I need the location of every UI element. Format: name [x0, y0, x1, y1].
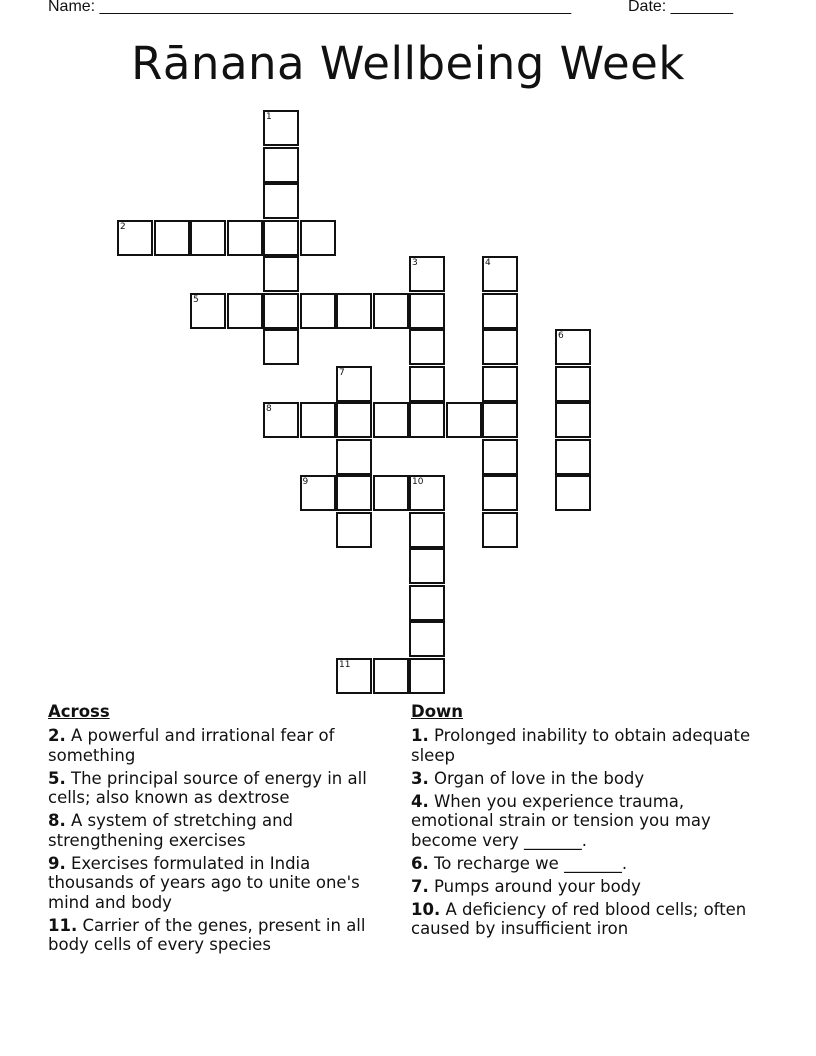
grid-cell[interactable] [336, 402, 372, 438]
grid-cell[interactable] [409, 621, 445, 657]
grid-cell[interactable] [373, 658, 409, 694]
across-clues [48, 702, 398, 958]
grid-cell[interactable] [482, 366, 518, 402]
clue-number: 10 [412, 477, 424, 487]
clue-number: 2. [48, 726, 66, 745]
down-clue [411, 854, 751, 874]
across-clue [48, 726, 398, 765]
grid-cell[interactable] [555, 366, 591, 402]
down-clue [411, 877, 751, 897]
across-clue [48, 916, 398, 955]
grid-cell[interactable] [482, 293, 518, 329]
clue-text: The principal source of energy in all cells; also known as dextrose [48, 768, 367, 807]
grid-cell[interactable] [482, 256, 518, 292]
grid-cell[interactable] [263, 220, 299, 256]
grid-cell[interactable] [300, 475, 336, 511]
grid-cell[interactable] [336, 658, 372, 694]
grid-cell[interactable] [263, 256, 299, 292]
page-title: Rānana Wellbeing Week [131, 37, 685, 90]
grid-cell[interactable] [482, 475, 518, 511]
across-clue [48, 811, 398, 850]
grid-cell[interactable] [409, 512, 445, 548]
clue-number: 7 [339, 367, 345, 378]
down-clue [411, 726, 751, 765]
grid-cell[interactable] [482, 439, 518, 475]
down-clue [411, 900, 751, 939]
grid-cell[interactable] [482, 512, 518, 548]
grid-cell[interactable] [300, 220, 336, 256]
clue-number: 11. [48, 915, 78, 935]
grid-cell[interactable] [409, 658, 445, 694]
across-clue [48, 769, 398, 808]
clue-text: Carrier of the genes, present in all body cells of every species [48, 915, 366, 954]
clue-number: 9 [302, 477, 309, 487]
down-heading: Down [411, 702, 464, 721]
grid-cell[interactable] [117, 220, 153, 256]
grid-cell[interactable] [263, 147, 299, 183]
clue-text: A deficiency of red blood cells; often caused by insufficient iron [411, 899, 747, 938]
grid-cell[interactable] [190, 293, 226, 329]
grid-cell[interactable] [263, 402, 299, 438]
grid-cell[interactable] [336, 293, 372, 329]
grid-cell[interactable] [555, 402, 591, 438]
grid-cell[interactable] [555, 475, 591, 511]
grid-cell[interactable] [555, 329, 591, 365]
grid-cell[interactable] [409, 475, 445, 511]
grid-cell[interactable] [336, 512, 372, 548]
grid-cell[interactable] [446, 402, 482, 438]
clue-text: A powerful and irrational fear of something [48, 726, 335, 765]
grid-cell[interactable] [336, 475, 372, 511]
grid-cell[interactable] [336, 366, 372, 402]
across-heading: Across [48, 702, 110, 721]
down-clue [411, 769, 751, 789]
name-field-label[interactable]: Name: _____________________________________________________ [48, 0, 572, 15]
clue-number: 9. [48, 853, 66, 873]
clue-number: 6 [558, 331, 564, 341]
clue-number: 4 [485, 258, 491, 268]
grid-cell[interactable] [154, 220, 190, 256]
grid-cell[interactable] [409, 293, 445, 329]
clue-number: 3 [412, 258, 418, 268]
grid-cell[interactable] [373, 475, 409, 511]
grid-cell[interactable] [263, 183, 299, 219]
clue-number: 4. [411, 791, 429, 811]
clue-text: Pumps around your body [428, 876, 641, 896]
across-clue [48, 854, 398, 913]
down-clue [411, 792, 751, 851]
clue-number: 1. [411, 726, 429, 745]
grid-cell[interactable] [300, 402, 336, 438]
grid-cell[interactable] [409, 256, 445, 292]
clue-number: 8. [48, 811, 66, 830]
grid-cell[interactable] [263, 293, 299, 329]
grid-cell[interactable] [409, 548, 445, 584]
grid-cell[interactable] [263, 110, 299, 146]
clue-text: Organ of love in the body [428, 768, 645, 788]
date-field-label[interactable]: Date: _______ [628, 0, 733, 15]
grid-cell[interactable] [482, 402, 518, 438]
clue-number: 11 [339, 659, 351, 670]
clue-number: 3. [411, 768, 429, 788]
grid-cell[interactable] [373, 293, 409, 329]
down-clue-list [411, 726, 751, 939]
grid-cell[interactable] [336, 439, 372, 475]
grid-cell[interactable] [482, 329, 518, 365]
clue-number: 5 [193, 294, 199, 305]
grid-cell[interactable] [190, 220, 226, 256]
grid-cell[interactable] [409, 329, 445, 365]
clue-number: 7. [411, 876, 429, 896]
grid-cell[interactable] [263, 329, 299, 365]
clue-number: 2 [120, 221, 126, 232]
clue-text: When you experience trauma, emotional strain or tension you may become very _______. [411, 791, 711, 850]
clue-number: 8 [266, 404, 272, 414]
clue-number: 5. [48, 768, 66, 788]
grid-cell[interactable] [409, 402, 445, 438]
grid-cell[interactable] [373, 402, 409, 438]
clue-text: Prolonged inability to obtain adequate sleep [411, 726, 751, 765]
clue-text: A system of stretching and strengthening exercises [48, 811, 294, 850]
clue-number: 6. [411, 853, 429, 873]
clue-number: 1 [266, 112, 272, 122]
clue-text: Exercises formulated in India thousands of years ago to unite one's mind and body [48, 853, 360, 912]
grid-cell[interactable] [555, 439, 591, 475]
down-clues [411, 702, 751, 942]
grid-cell[interactable] [227, 220, 263, 256]
grid-cell[interactable] [409, 366, 445, 402]
grid-cell[interactable] [227, 293, 263, 329]
clue-number: 10. [411, 899, 441, 919]
grid-cell[interactable] [300, 293, 336, 329]
clue-text: To recharge we _______. [428, 853, 628, 873]
grid-cell[interactable] [409, 585, 445, 621]
across-clue-list [48, 726, 398, 955]
